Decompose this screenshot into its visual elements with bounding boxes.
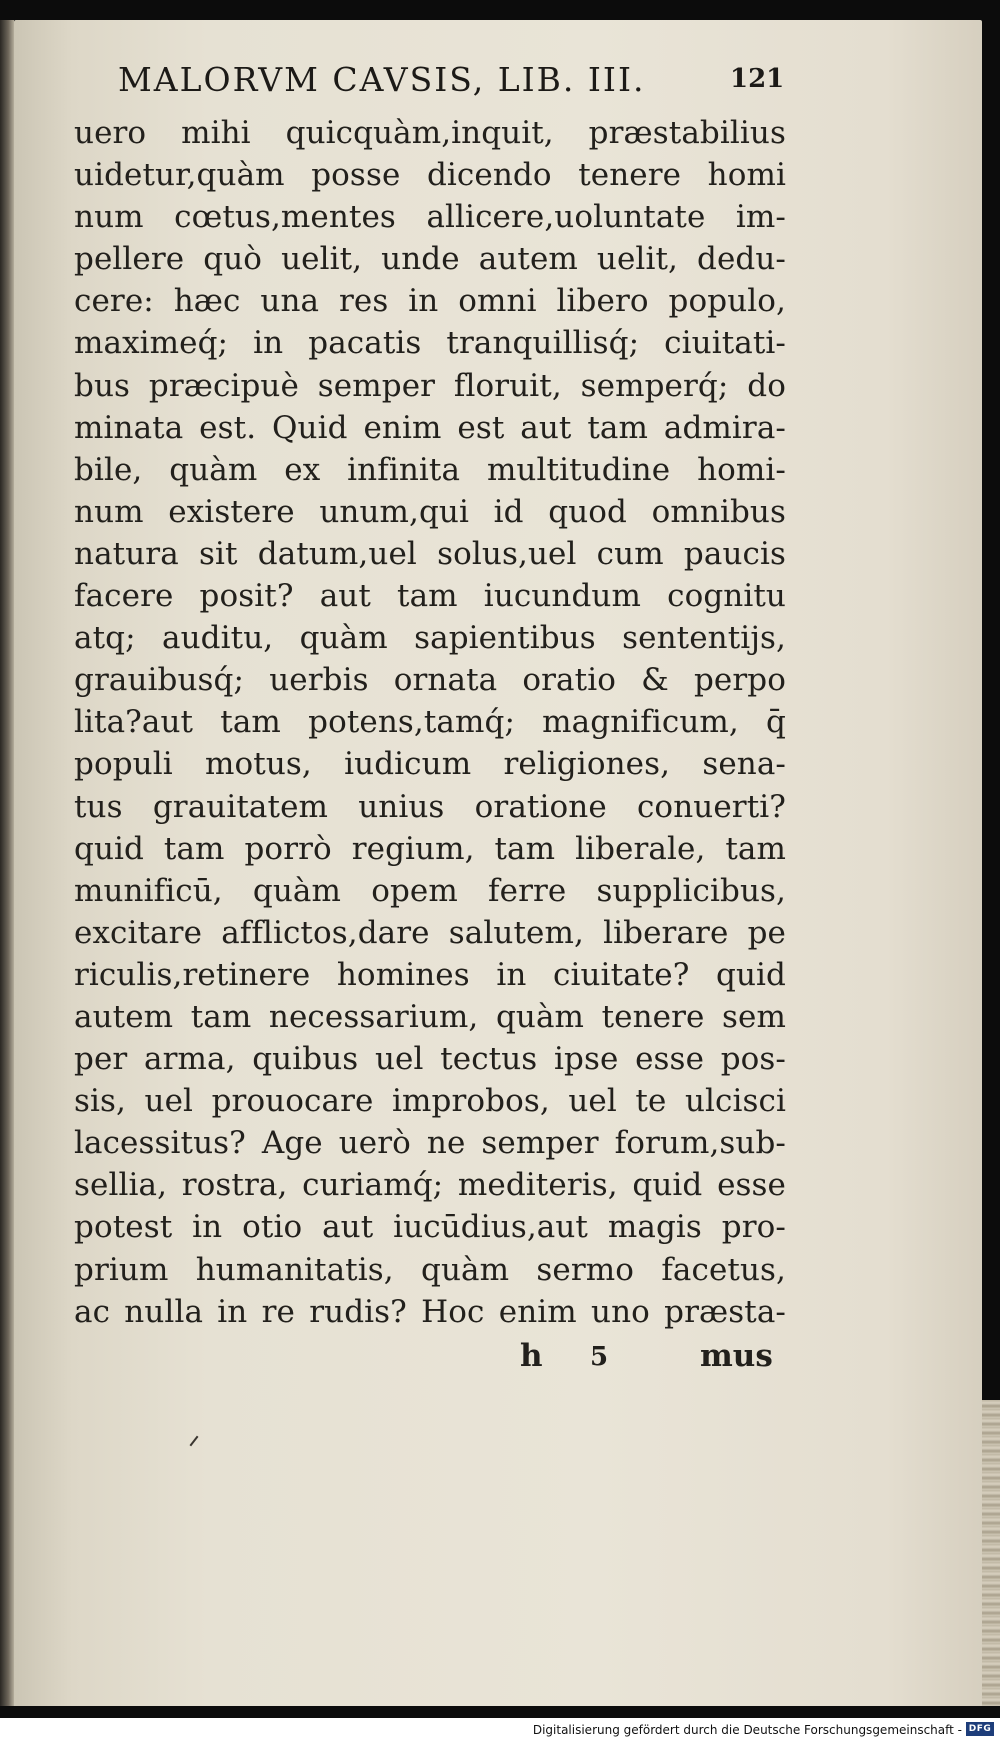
text-line: uidetur,quàm posse dicendo tenere homi	[74, 157, 786, 194]
text-line: excitare afflictos,dare salutem, liberare pe	[74, 914, 786, 951]
text-line: cere: hæc una res in omni libero populo,	[74, 283, 786, 320]
text-line: pellere quò uelit, unde autem uelit, dedu-	[74, 241, 786, 278]
text-line: prium humanitatis, quàm sermo facetus,	[74, 1251, 786, 1288]
text-line: num cœtus,mentes allicere,uoluntate im-	[74, 199, 786, 236]
text-line: facere posit? aut tam iucundum cognitu	[74, 578, 786, 615]
text-line: ac nulla in re rudis? Hoc enim uno præsta-	[74, 1293, 786, 1330]
text-line: natura sit datum,uel solus,uel cum paucis	[74, 535, 786, 572]
text-line: bile, quàm ex infinita multitudine homi-	[74, 451, 786, 488]
binding-shadow	[0, 20, 14, 1706]
text-line: populi motus, iudicum religiones, sena-	[74, 746, 786, 783]
text-line: atq; auditu, quàm sapientibus sententijs,	[74, 620, 786, 657]
dfg-logo: DFG	[966, 1722, 994, 1736]
signature-mark: h	[520, 1338, 543, 1374]
text-line: sis, uel prouocare improbos, uel te ulcisci	[74, 1083, 786, 1120]
text-line: quid tam porrò regium, tam liberale, tam	[74, 830, 786, 867]
text-line: minata est. Quid enim est aut tam admira-	[74, 409, 786, 446]
signature-number: 5	[590, 1342, 609, 1372]
text-line: potest in otio aut iucūdius,aut magis pro-	[74, 1209, 786, 1246]
body-text	[74, 112, 786, 1333]
text-line: grauibusq́; uerbis ornata oratio & perpo	[74, 662, 786, 699]
footer-credit: Digitalisierung gefördert durch die Deutsche Forschungsgemeinschaft -	[532, 1723, 962, 1737]
text-line: bus præcipuè semper floruit, semperq́; do	[74, 367, 786, 404]
signature-line	[520, 1338, 786, 1382]
text-line: autem tam necessarium, quàm tenere sem	[74, 998, 786, 1035]
folio-number: 121	[730, 64, 785, 94]
text-line: lacessitus? Age uerò ne semper forum,sub-	[74, 1125, 786, 1162]
running-head: MALORVM CAVSIS, LIB. III.	[118, 60, 646, 99]
text-line: per arma, quibus uel tectus ipse esse pos-	[74, 1041, 786, 1078]
text-line: uero mihi quicquàm,inquit, præstabilius	[74, 115, 786, 151]
page-edges	[982, 1400, 1000, 1706]
text-line: num existere unum,qui id quod omnibus	[74, 493, 786, 530]
text-line: maximeq́; in pacatis tranquillisq́; ciuitati-	[74, 325, 786, 362]
text-line: munificū, quàm opem ferre supplicibus,	[74, 872, 786, 909]
text-line: tus grauitatem unius oratione conuerti?	[74, 788, 786, 825]
text-line: sellia, rostra, curiamq́; mediteris, quid esse	[74, 1167, 786, 1204]
text-line: lita?aut tam potens,tamq́; magnificum, q̄	[74, 704, 786, 741]
catchword: mus	[700, 1338, 773, 1374]
text-line: riculis,retinere homines in ciuitate? quid	[74, 956, 786, 993]
